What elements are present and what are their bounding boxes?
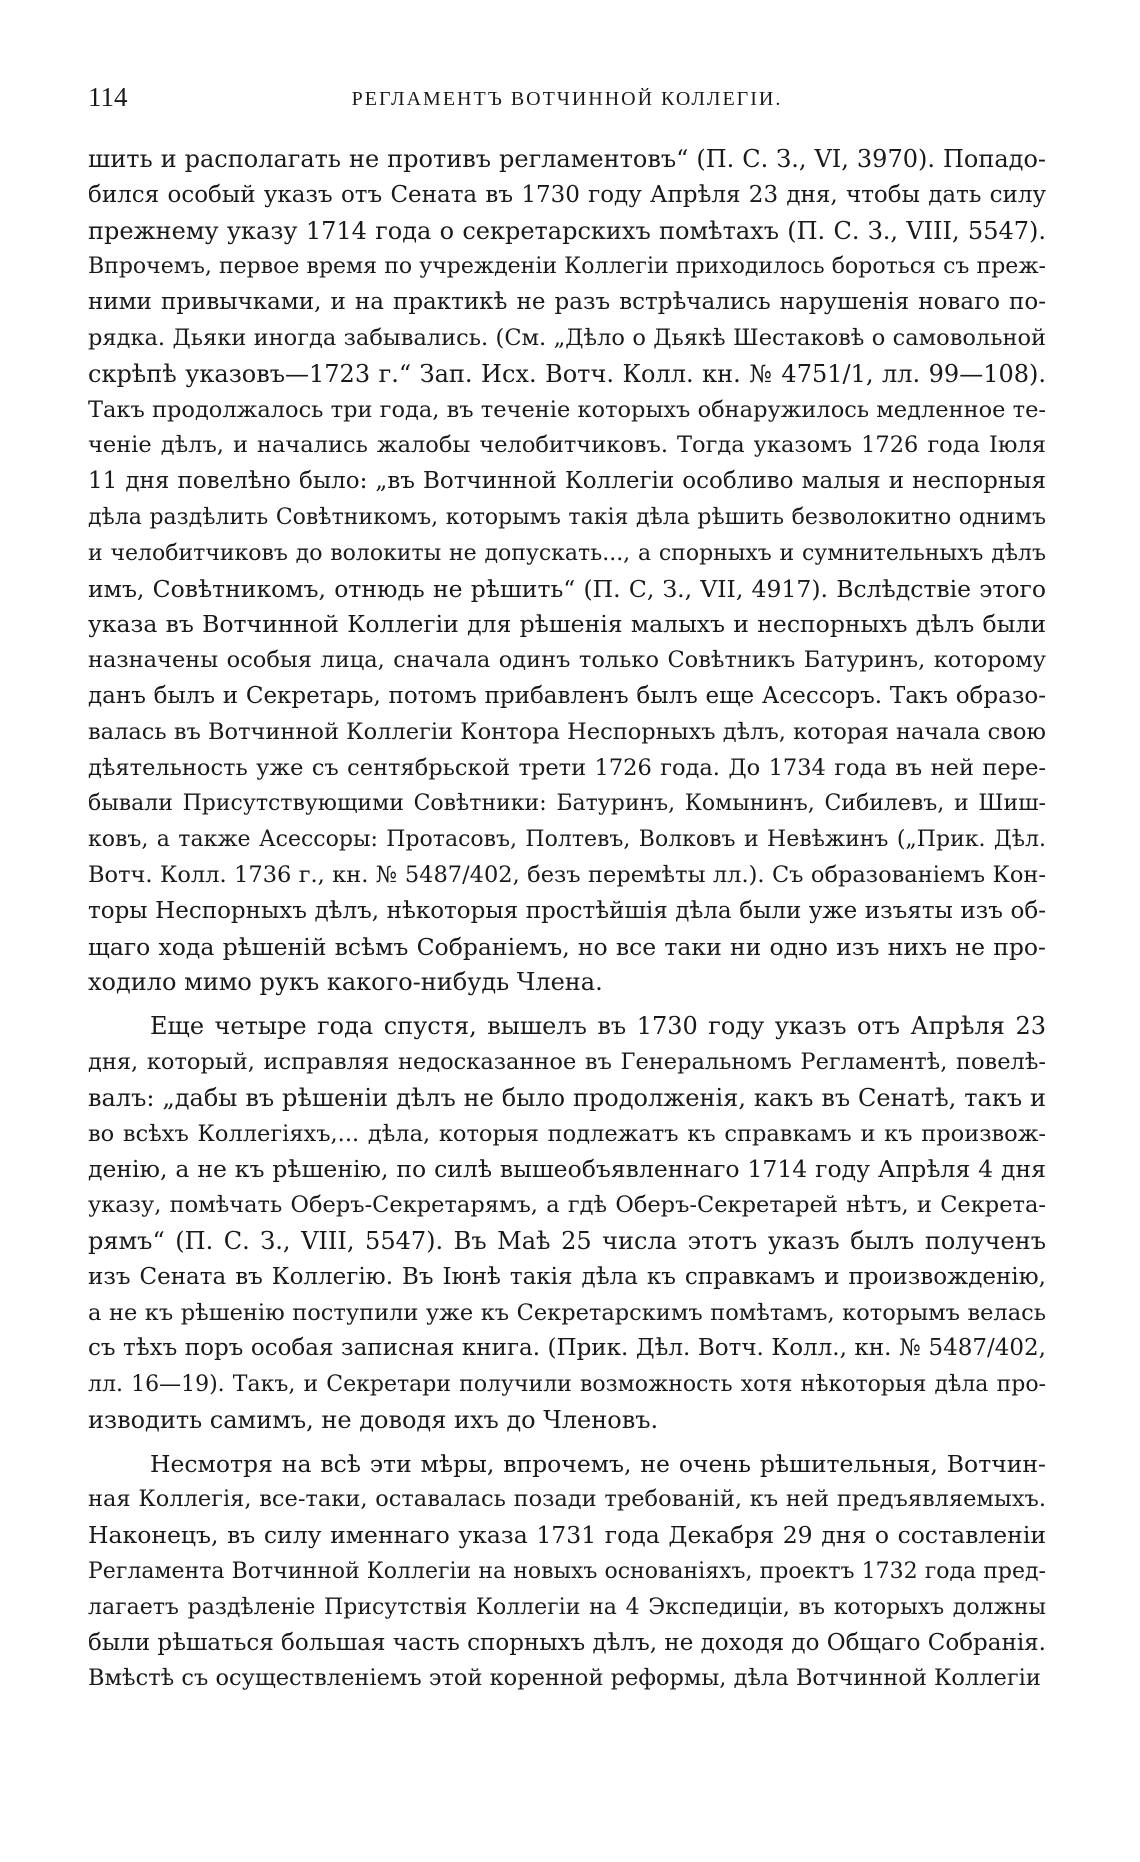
text-line: изводить самимъ, не доводя ихъ до Членовъ. xyxy=(88,1405,659,1434)
text-line: съ тѣхъ поръ особая записная книга. (Прик. Дѣл. Вотч. Колл., кн. № 5487/402, xyxy=(88,1335,1046,1362)
text-line: Регламента Вотчинной Коллегіи на новыхъ основаніяхъ, проектъ 1732 года пред- xyxy=(88,1559,1046,1585)
text-line: бывали Присутствующими Совѣтники: Батуринъ, Комынинъ, Сибилевъ, и Шиш- xyxy=(88,791,1046,817)
text-line: и челобитчиковъ до волокиты не допускать..., а спорныхъ и сумнительныхъ дѣлъ xyxy=(88,540,1046,566)
text-line: а не къ рѣшенію поступили уже къ Секретарскимъ помѣтамъ, которымъ велась xyxy=(88,1299,1046,1326)
text-line: дѣла раздѣлить Совѣтникомъ, которымъ такія дѣла рѣшить безволокитно однимъ xyxy=(88,504,1046,530)
paragraph-gap xyxy=(88,1001,1046,1009)
text-line: лл. 16—19). Такъ, и Секретари получили возможность хотя нѣкоторыя дѣла про- xyxy=(88,1372,1046,1398)
text-line: во всѣхъ Коллегіяхъ,... дѣла, которыя подлежатъ къ справкамъ и къ произвож- xyxy=(88,1120,1046,1147)
text-line: назначены особыя лица, сначала одинъ только Совѣтникъ Батуринъ, которому xyxy=(88,647,1046,674)
text-line: ная Коллегія, все-таки, оставалась позади требованій, къ ней предъявляемыхъ. xyxy=(88,1486,1046,1513)
text-line: Вотч. Колл. 1736 г., кн. № 5487/402, безъ перемѣты лл.). Съ образованіемъ Кон- xyxy=(88,861,1046,888)
text-line: бился особый указъ отъ Сената въ 1730 году Апрѣля 23 дня, чтобы дать силу xyxy=(88,181,1046,208)
text-line: рядка. Дьяки иногда забывались. (См. „Дѣло о Дьякѣ Шестаковѣ о самовольной xyxy=(88,324,1046,351)
text-line: указа въ Вотчинной Коллегіи для рѣшенія малыхъ и неспорныхъ дѣлъ были xyxy=(88,610,1046,639)
text-line: Еще четыре года спустя, вышелъ въ 1730 году указъ отъ Апрѣля 23 xyxy=(150,1012,1046,1041)
text-line: валъ: „дабы въ рѣшеніи дѣлъ не было продолженія, какъ въ Сенатѣ, такъ и xyxy=(88,1083,1046,1112)
text-line: Впрочемъ, первое время по учрежденіи Коллегіи приходилось бороться съ преж- xyxy=(88,254,1046,280)
text-line: были рѣшаться большая часть спорныхъ дѣлъ, не доходя до Общаго Собранія. xyxy=(88,1629,1046,1656)
text-line: торы Неспорныхъ дѣлъ, нѣкоторыя простѣйшія дѣла были уже изъяты изъ об- xyxy=(88,897,1046,924)
text-line: Такъ продолжалось три года, въ теченіе которыхъ обнаружилось медленное те- xyxy=(88,396,1046,423)
text-line: дня, который, исправляя недосказанное въ Генеральномъ Регламентѣ, повелѣ- xyxy=(88,1048,1046,1075)
body-text xyxy=(88,142,1046,1832)
page-header xyxy=(88,82,1046,122)
text-line: ними привычками, и на практикѣ не разъ встрѣчались нарушенія новаго по- xyxy=(88,289,1046,316)
text-line: ходило мимо рукъ какого-нибудь Члена. xyxy=(88,968,603,997)
text-line: имъ, Совѣтникомъ, отнюдь не рѣшить“ (П. С, З., VII, 4917). Вслѣдствіе этого xyxy=(88,574,1046,603)
running-title: РЕГЛАМЕНТЪ ВОТЧИННОЙ КОЛЛЕГІИ. xyxy=(351,88,783,110)
paragraph xyxy=(88,1447,1046,1698)
text-line: прежнему указу 1714 года о секретарскихъ помѣтахъ (П. С. З., VIII, 5547). xyxy=(88,216,1046,245)
text-line: 11 дня повелѣно было: „въ Вотчинной Коллегіи особливо малыя и неспорныя xyxy=(88,468,1046,495)
page-number: 114 xyxy=(88,82,128,112)
text-line: ковъ, а также Асессоры: Протасовъ, Полтевъ, Волковъ и Невѣжинъ („Прик. Дѣл. xyxy=(88,827,1046,853)
text-line: лагаетъ раздѣленіе Присутствія Коллегіи на 4 Экспедиціи, въ которыхъ должны xyxy=(88,1594,1046,1620)
text-line: Вмѣстѣ съ осуществленіемъ этой коренной реформы, дѣла Вотчинной Коллегіи xyxy=(88,1665,1041,1692)
text-line: изъ Сената въ Коллегію. Въ Іюнѣ такія дѣла къ справкамъ и произвожденію, xyxy=(88,1263,1046,1290)
text-line: Наконецъ, въ силу именнаго указа 1731 года Декабря 29 дня о составленіи xyxy=(88,1521,1046,1550)
text-line: Несмотря на всѣ эти мѣры, впрочемъ, не очень рѣшительныя, Вотчин- xyxy=(150,1449,1046,1478)
text-line: рямъ“ (П. С. З., VIII, 5547). Въ Маѣ 25 числа этотъ указъ былъ полученъ xyxy=(88,1226,1046,1255)
text-line: скрѣпѣ указовъ—1723 г.“ Зап. Исх. Вотч. Колл. кн. № 4751/1, лл. 99—108). xyxy=(88,359,1046,388)
text-line: шить и располагать не противъ регламентовъ“ (П. С. З., VI, 3970). Попадо- xyxy=(88,145,1046,173)
text-line: щаго хода рѣшеній всѣмъ Собраніемъ, но все таки ни одно изъ нихъ не про- xyxy=(88,932,1046,961)
text-line: валась въ Вотчинной Коллегіи Контора Неспорныхъ дѣлъ, которая начала свою xyxy=(88,718,1046,745)
paragraph xyxy=(88,1009,1046,1439)
text-line: указу, помѣчать Оберъ-Секретарямъ, а гдѣ Оберъ-Секретарей нѣтъ, и Секрета- xyxy=(88,1192,1046,1219)
text-line: дѣятельность уже съ сентябрьской трети 1726 года. До 1734 года въ ней пере- xyxy=(88,754,1046,781)
text-line: ченіе дѣлъ, и начались жалобы челобитчиковъ. Тогда указомъ 1726 года Іюля xyxy=(88,432,1046,459)
text-line: денію, а не къ рѣшенію, по силѣ вышеобъявленнаго 1714 году Апрѣля 4 дня xyxy=(88,1155,1046,1184)
paragraph xyxy=(88,142,1046,1001)
paragraph-gap xyxy=(88,1439,1046,1447)
text-line: данъ былъ и Секретарь, потомъ прибавленъ былъ еще Асессоръ. Такъ образо- xyxy=(88,682,1046,709)
